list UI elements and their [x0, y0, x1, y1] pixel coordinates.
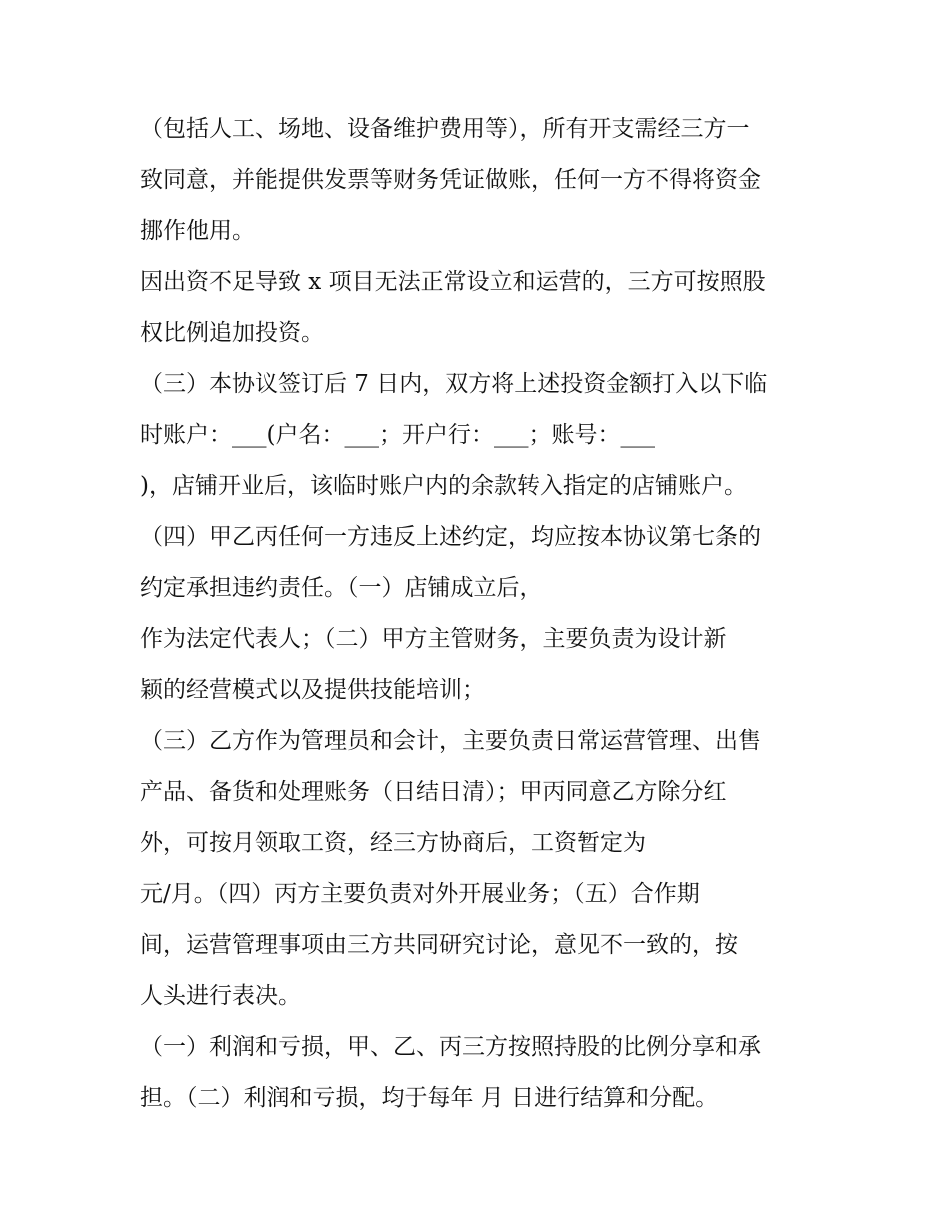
text-line: 产品、备货和处理账务（日结日清）；甲丙同意乙方除分红	[140, 779, 727, 805]
text-line: 颖的经营模式以及提供技能培训；	[140, 677, 485, 703]
text-line: 人头进行表决。	[140, 983, 301, 1009]
text-line: 致同意，并能提供发票等财务凭证做账，任何一方不得将资金	[140, 167, 761, 193]
text-line: 时账户：___(户名：___；开户行：___；账号：___	[140, 422, 655, 448]
text-line: 权比例追加投资。	[140, 320, 324, 346]
text-line: 元/月。（四）丙方主要负责对外开展业务；（五）合作期	[140, 881, 700, 907]
text-line: 外，可按月领取工资，经三方协商后，工资暂定为	[140, 830, 646, 856]
text-line: 担。（二）利润和亏损，均于每年 月 日进行结算和分配。	[140, 1085, 719, 1111]
text-line: （三）本协议签订后 7 日内，双方将上述投资金额打入以下临	[140, 371, 768, 397]
text-line: )，店铺开业后，该临时账户内的余款转入指定的店铺账户。	[140, 473, 747, 499]
text-line: 约定承担违约责任。（一）店铺成立后，	[140, 575, 543, 601]
text-line: 间，运营管理事项由三方共同研究讨论，意见不一致的，按	[140, 932, 738, 958]
text-line: （四）甲乙丙任何一方违反上述约定，均应按本协议第七条的	[140, 524, 761, 550]
text-line: 作为法定代表人；（二）甲方主管财务，主要负责为设计新	[140, 626, 727, 652]
text-line: （三）乙方作为管理员和会计，主要负责日常运营管理、出售	[140, 728, 761, 754]
text-line: （包括人工、场地、设备维护费用等），所有开支需经三方一	[140, 116, 750, 142]
text-line: （一）利润和亏损，甲、乙、丙三方按照持股的比例分享和承	[140, 1034, 761, 1060]
text-line: 挪作他用。	[140, 218, 255, 244]
document-body	[140, 108, 830, 1128]
text-line: 因出资不足导致 x 项目无法正常设立和运营的，三方可按照股	[140, 269, 766, 295]
